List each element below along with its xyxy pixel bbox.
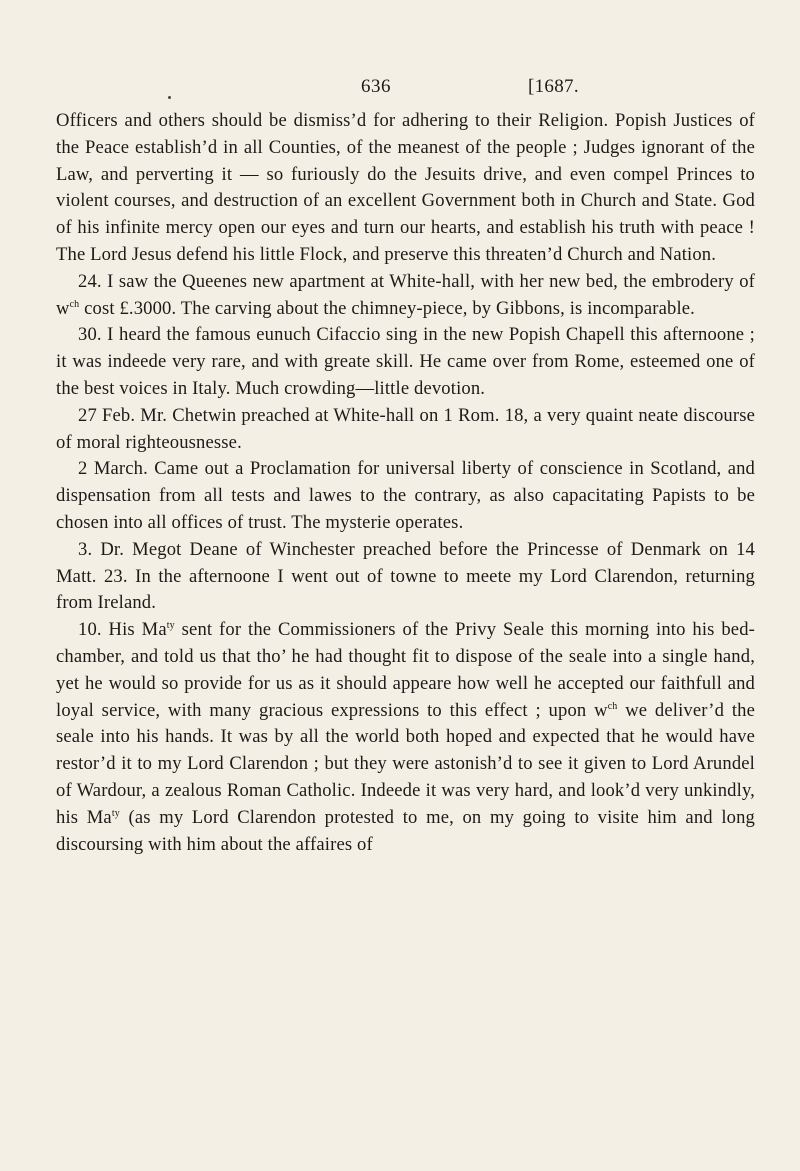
entry-queenes-apartment: 24. I saw the Queenes new apartment at White-hall, with her new bed, the embrodery of $w^{ch}$ cost £.3000. The carving about the chimney-piece, by Gibbons, is incomparable. [56, 270, 755, 319]
running-year: [1687. [528, 76, 579, 97]
running-header [56, 68, 755, 108]
paragraph-continuation: Officers and others should be dismiss’d for adhering to their Religion. Popish Justices of the Peace establish’d in all Counties, of the meanest of the people ; Judges ignorant of the Law, and perverting it — so furiously do the Jesuits drive, and even compel Princes to violent courses, and destruction of an excellent Government both in Church and State. God of his infinite mercy open our eyes and turn our hearts, and establish his truth with peace ! The Lord Jesus defend his little Flock, and preserve this threaten’d Church and Nation. [56, 110, 755, 265]
page-number: 636 [361, 76, 391, 97]
entry-proclamation: 2 March. Came out a Proclamation for universal liberty of conscience in Scotland, and dispensation from all tests and lawes to the contrary, as also capacitating Papists to be chosen into all offices of trust. The mysterie operates. [56, 458, 755, 533]
entry-cifaccio: 30. I heard the famous eunuch Cifaccio sing in the new Popish Chapell this afternoone ; it was indeede very rare, and with greate skill. He came over from Rome, esteemed one of the best voices in Italy. Much crowding—little devotion. [56, 324, 755, 399]
entry-megot-sermon: 3. Dr. Megot Deane of Winchester preached before the Princesse of Denmark on 14 Matt. 23. In the afternoone I went out of towne to meete my Lord Clarendon, returning from Ireland. [56, 538, 755, 614]
page-content [56, 68, 755, 858]
entry-privy-seale: 10. His $Ma^{ty}$ sent for the Commissioners of the Privy Seale this morning into his bed-chamber, and told us that tho’ he had thought fit to dispose of the seale into a single hand, yet he would so provide for us as it should appeare how well he accepted our faithfull and loyal service, with many gracious expressions to this effect ; upon $w^{ch}$ we deliver’d the seale into his hands. It was by all the world both hoped and expected that he would have restor’d it to my Lord Clarendon ; but they were astonish’d to see it given to Lord Arundel of Wardour, a zealous Roman Catholic. Indeede it was very hard, and look’d very unkindly, his $Ma^{ty}$ (as my Lord Clarendon protested to me, on my going to visite him and long discoursing with him about the affaires of [56, 619, 756, 855]
ink-speck [168, 96, 171, 99]
body-text [56, 108, 755, 858]
entry-chetwin-sermon: 27 Feb. Mr. Chetwin preached at White-hall on 1 Rom. 18, a very quaint neate discourse of moral righteousnesse. [56, 404, 755, 453]
